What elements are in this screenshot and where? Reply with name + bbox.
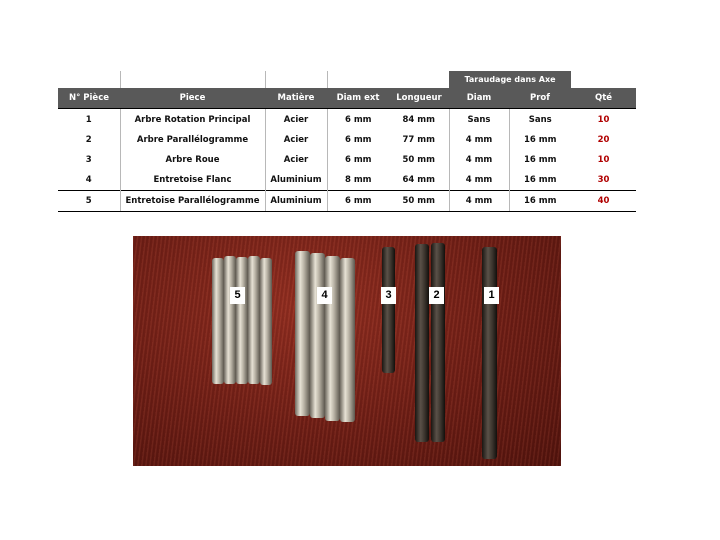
cell-quantity: 20 xyxy=(597,135,610,145)
part-label-5: 5 xyxy=(230,287,245,304)
cell-thread-diameter: 4 mm xyxy=(449,170,509,191)
column-header: Diam xyxy=(449,88,509,109)
table-row xyxy=(58,109,636,131)
cell-outer-diameter: 6 mm xyxy=(327,109,389,131)
blank-cell xyxy=(58,71,120,88)
cell-thread-depth: Sans xyxy=(509,109,571,131)
cell-material: Acier xyxy=(265,109,327,131)
blank-cell xyxy=(327,71,389,88)
table-row xyxy=(58,130,636,150)
cell-piece-name: Arbre Rotation Principal xyxy=(120,109,265,131)
cell-length: 64 mm xyxy=(402,175,435,185)
rod-group-2 xyxy=(415,243,445,442)
column-header: Piece xyxy=(120,88,265,109)
rod-group-4 xyxy=(295,251,355,422)
group-header-row xyxy=(58,71,636,88)
cell-thread-diameter: 4 mm xyxy=(449,191,509,212)
cell-piece-number: 4 xyxy=(85,175,92,185)
cell-length: 77 mm xyxy=(402,135,435,145)
cell-thread-depth: 16 mm xyxy=(509,150,571,170)
blank-cell xyxy=(389,71,449,88)
part-label-3: 3 xyxy=(381,287,396,304)
cell-thread-depth: 16 mm xyxy=(509,170,571,191)
rod-group-1 xyxy=(482,247,497,459)
rod-group-3 xyxy=(382,247,395,373)
part-label-2: 2 xyxy=(429,287,444,304)
cell-material: Acier xyxy=(265,130,327,150)
cell-quantity: 30 xyxy=(597,175,610,185)
cell-piece-number: 3 xyxy=(85,155,92,165)
cell-thread-diameter: Sans xyxy=(449,109,509,131)
cell-quantity: 10 xyxy=(571,109,636,131)
cell-thread-depth: 16 mm xyxy=(509,130,571,150)
cell-piece-number: 1 xyxy=(58,109,120,131)
cell-piece-name: Arbre Roue xyxy=(120,150,265,170)
cell-material: Acier xyxy=(265,150,327,170)
cell-piece-number: 5 xyxy=(58,191,120,212)
cell-material: Aluminium xyxy=(265,170,327,191)
column-header-row xyxy=(58,88,636,109)
blank-cell xyxy=(120,71,265,88)
cell-outer-diameter: 8 mm xyxy=(327,170,389,191)
cell-piece-number: 2 xyxy=(85,135,92,145)
column-header: Prof xyxy=(509,88,571,109)
column-header: Diam ext xyxy=(327,88,389,109)
part-label-4: 4 xyxy=(317,287,332,304)
taraudage-group-header: Taraudage dans Axe xyxy=(449,71,571,88)
rod-group-5 xyxy=(212,256,272,385)
cell-thread-diameter: 4 mm xyxy=(449,150,509,170)
cell-thread-diameter: 4 mm xyxy=(449,130,509,150)
column-header: Qté xyxy=(571,88,636,109)
column-header: Longueur xyxy=(389,88,449,109)
cell-material: Aluminium xyxy=(265,191,327,212)
rods-illustration xyxy=(133,236,561,466)
cell-outer-diameter: 6 mm xyxy=(327,150,389,170)
cell-quantity: 10 xyxy=(597,155,610,165)
table-row xyxy=(58,150,636,170)
column-header: Matière xyxy=(265,88,327,109)
parts-photo xyxy=(133,236,561,466)
cell-outer-diameter: 6 mm xyxy=(327,130,389,150)
blank-cell xyxy=(265,71,327,88)
cell-piece-name: Entretoise Parallélogramme xyxy=(120,191,265,212)
table-row xyxy=(58,170,636,191)
cell-length: 50 mm xyxy=(402,155,435,165)
cell-length: 50 mm xyxy=(389,191,449,212)
cell-outer-diameter: 6 mm xyxy=(327,191,389,212)
column-header: N° Pièce xyxy=(58,88,120,109)
cell-piece-name: Arbre Parallélogramme xyxy=(120,130,265,150)
blank-cell xyxy=(571,71,636,88)
cell-thread-depth: 16 mm xyxy=(509,191,571,212)
parts-table xyxy=(58,71,636,212)
part-label-1: 1 xyxy=(484,287,499,304)
cell-piece-name: Entretoise Flanc xyxy=(120,170,265,191)
cell-length: 84 mm xyxy=(389,109,449,131)
table-row xyxy=(58,191,636,212)
cell-quantity: 40 xyxy=(571,191,636,212)
